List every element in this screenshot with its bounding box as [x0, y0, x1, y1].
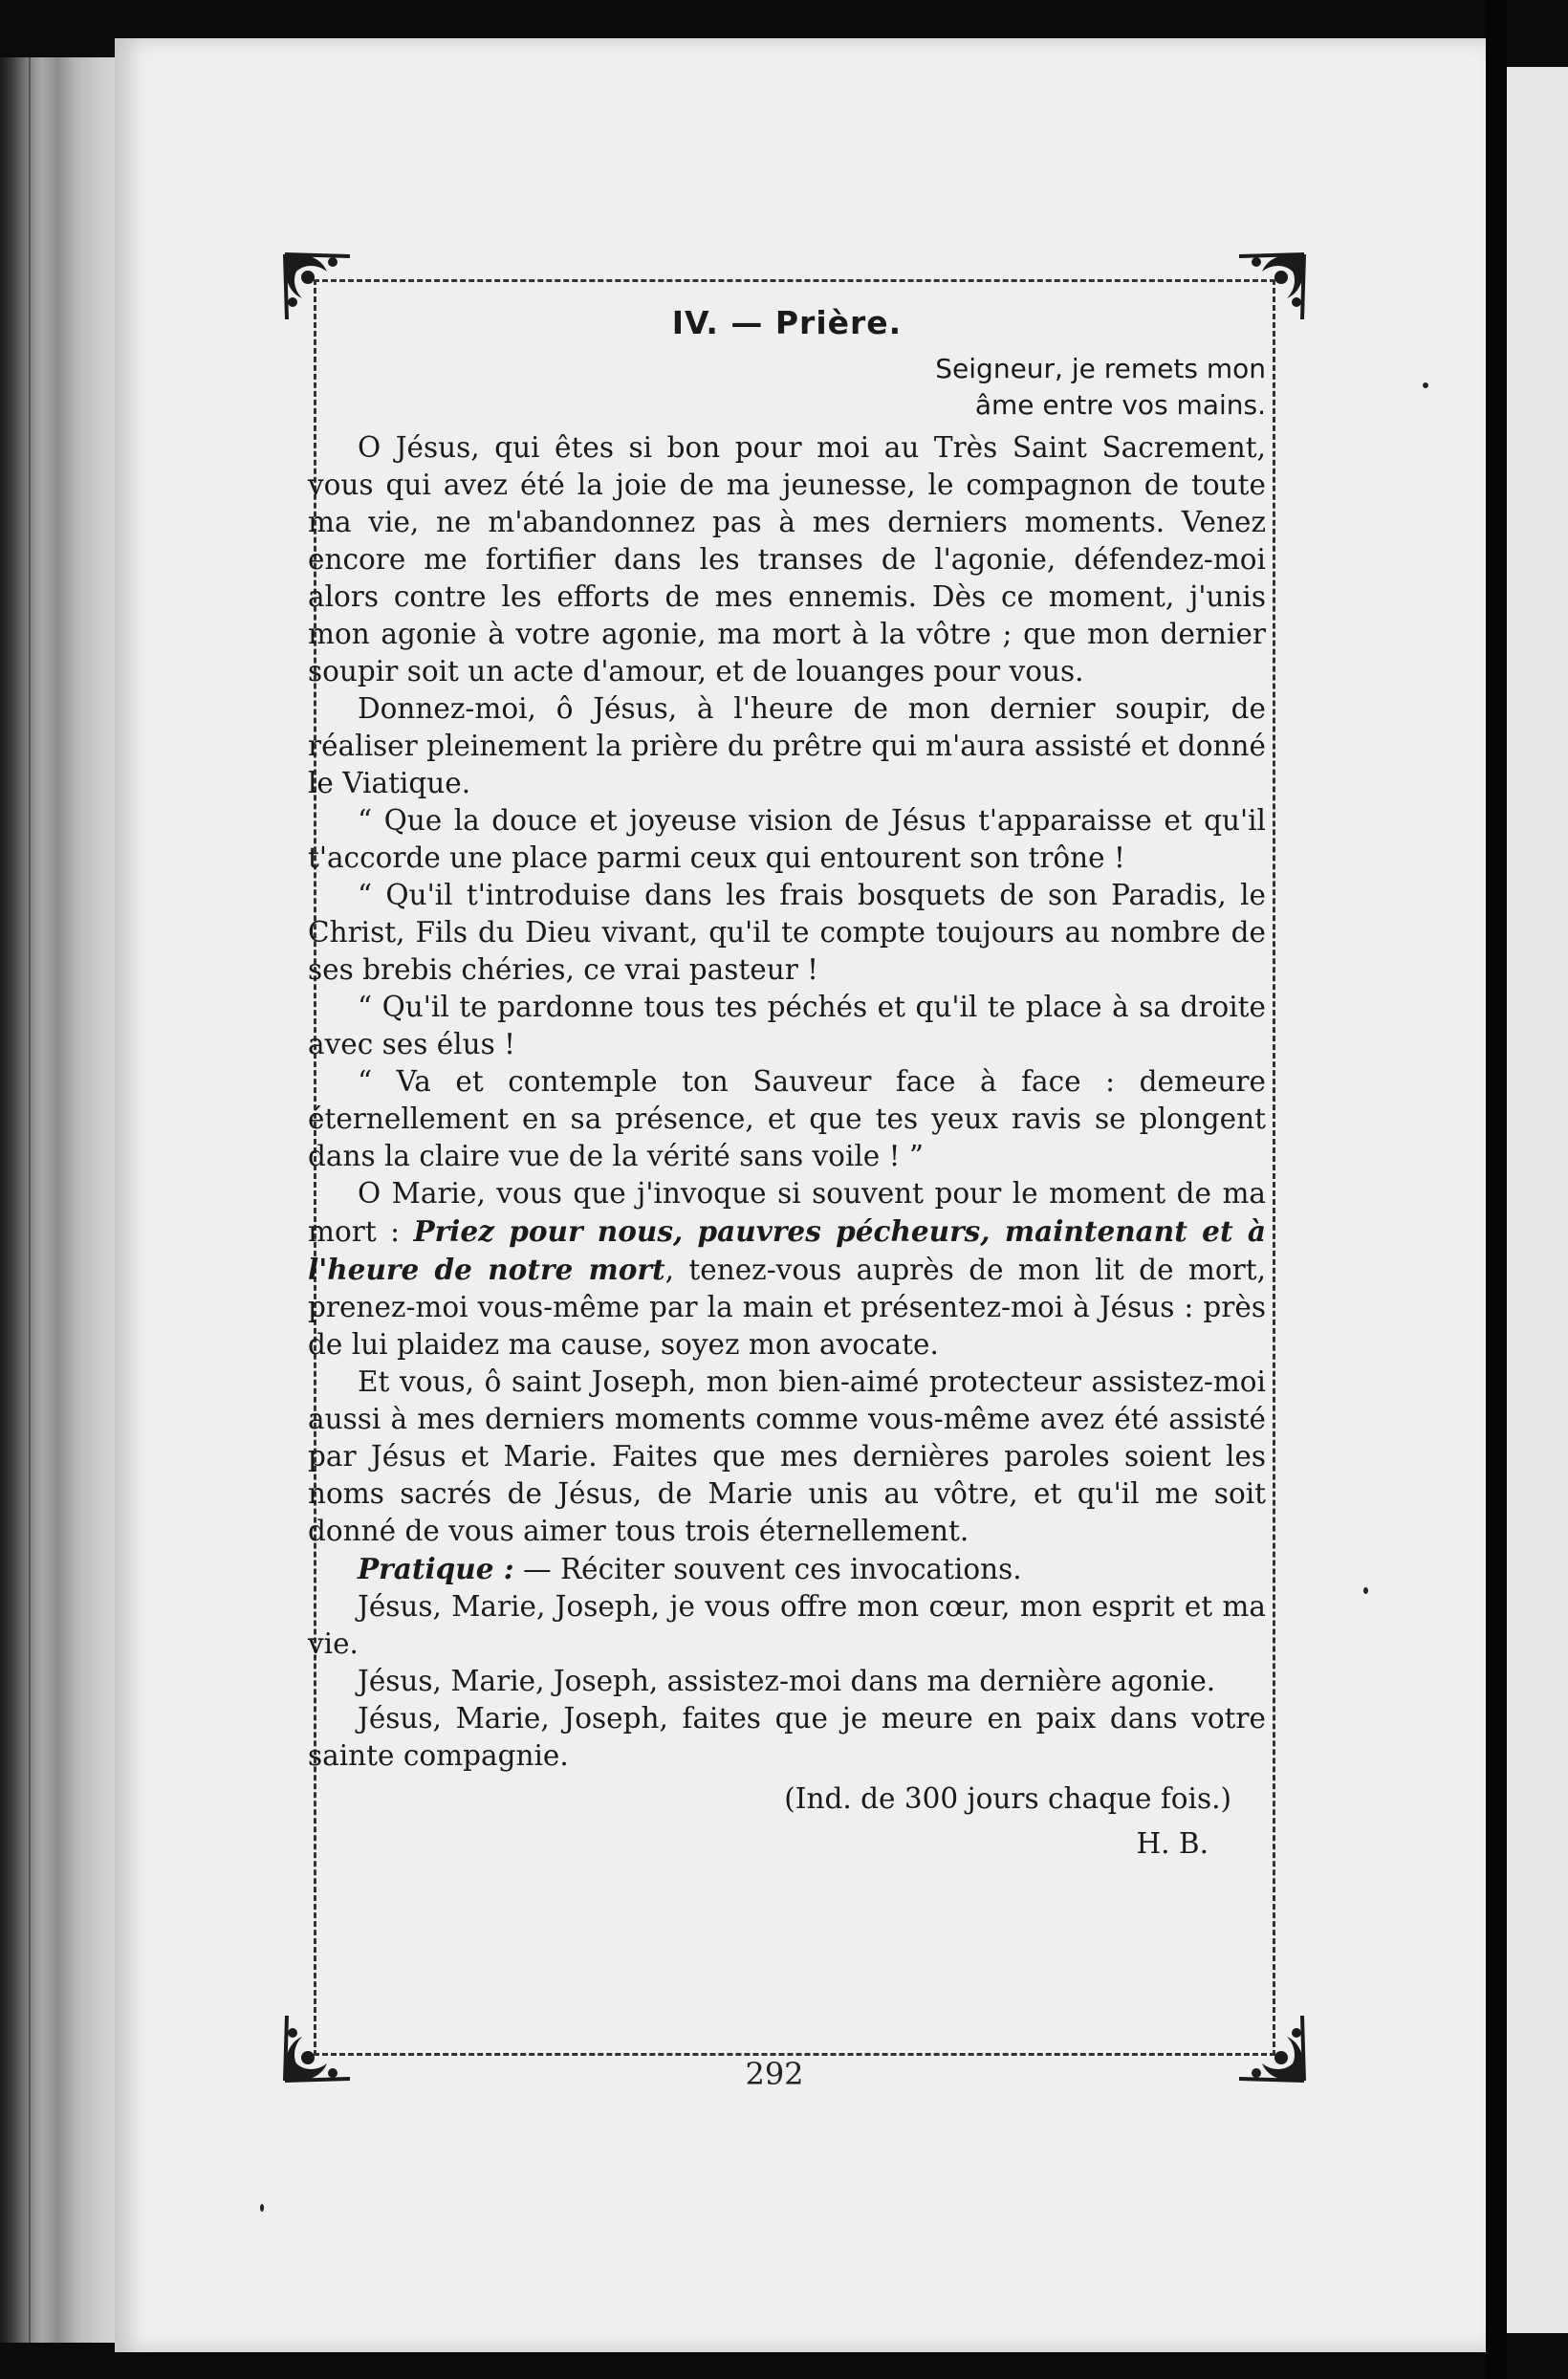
pratique-text: — Réciter souvent ces invocations.	[513, 1553, 1022, 1585]
paragraph-1: O Jésus, qui êtes si bon pour moi au Très Saint Sacrement, vous qui avez été la joie de ma jeunesse, le compagnon de toute ma vie, ne m'abandonnez pas à mes derniers moments. Venez encore me fortifier dans les transes de l'agonie, défendez-moi alors contre les efforts de mes ennemis. Dès ce moment, j'unis mon agonie à votre agonie, ma mort à la vôtre ; que mon dernier soupir soit un acte d'amour, et de louanges pour vous.	[308, 431, 1266, 688]
paragraph-7-end: , tenez-vous auprès de mon lit de mort, prenez-moi vous-même par la main et présentez-moi à Jésus : près de lui plaidez ma cause, soyez mon avocate.	[308, 1254, 1266, 1361]
ave-maria-emphasis: Priez pour nous, pauvres pécheurs, maintenant et à l'heure de notre mort	[308, 1214, 1266, 1286]
epigraph-line-1: Seigneur, je remets mon	[935, 353, 1266, 384]
corner-ornament-bottom-right	[1233, 2010, 1310, 2086]
paragraph-6: “ Va et contemple ton Sauveur face à face : demeure éternellement en sa présence, et que tes yeux ravis se plongent dans la claire vue de la vérité sans voile ! ”	[308, 1065, 1266, 1172]
pratique-label: Pratique :	[358, 1552, 514, 1585]
paragraph-9	[308, 1550, 1266, 1588]
paragraph-3: “ Que la douce et joyeuse vision de Jésus t'apparaisse et qu'il t'accorde une place parmi ceux qui entourent son trône !	[308, 804, 1266, 874]
paragraph-11: Jésus, Marie, Joseph, assistez-moi dans ma dernière agonie.	[358, 1665, 1216, 1697]
epigraph	[308, 351, 1266, 424]
indulgence-note: (Ind. de 300 jours chaque fois.)	[784, 1782, 1231, 1815]
paragraph-7-start: O Marie, vous que j'invoque si souvent pour le moment de ma mort :	[308, 1177, 1266, 1248]
prayer-text	[308, 304, 1266, 1863]
epigraph-line-2: âme entre vos mains.	[974, 389, 1266, 421]
page-number: 292	[745, 2056, 804, 2092]
book-spine-line	[29, 57, 31, 2343]
paper-speck	[1423, 382, 1428, 388]
next-page-sliver	[1507, 67, 1568, 2333]
paragraph-7	[308, 1175, 1266, 1364]
paragraph-5: “ Qu'il te pardonne tous tes péchés et qu'il te place à sa droite avec ses élus !	[308, 991, 1266, 1060]
section-heading: IV. — Prière.	[671, 304, 903, 341]
paper-speck	[1363, 1587, 1368, 1594]
paragraph-12: Jésus, Marie, Joseph, faites que je meure en paix dans votre sainte compagnie.	[308, 1702, 1266, 1772]
book-page-edges	[0, 57, 117, 2343]
paragraph-4: “ Qu'il t'introduise dans les frais bosquets de son Paradis, le Christ, Fils du Dieu vivant, qu'il te compte toujours au nombre de ses brebis chéries, ce vrai pasteur !	[308, 879, 1266, 986]
corner-ornament-bottom-left	[279, 2010, 356, 2086]
paragraph-10: Jésus, Marie, Joseph, je vous offre mon cœur, mon esprit et ma vie.	[308, 1590, 1266, 1660]
paragraph-8: Et vous, ô saint Joseph, mon bien-aimé protecteur assistez-moi aussi à mes derniers moments comme vous-même avez été assisté par Jésus et Marie. Faites que mes dernières paroles soient les noms sacrés de Jésus, de Marie unis au vôtre, et qu'il me soit donné de vous aimer tous trois éternellement.	[308, 1365, 1266, 1547]
paper-speck	[260, 2204, 264, 2212]
page-gutter	[1486, 0, 1507, 2379]
author-initials: H. B.	[1136, 1827, 1209, 1860]
paragraph-2: Donnez-moi, ô Jésus, à l'heure de mon dernier soupir, de réaliser pleinement la prière du prêtre qui m'aura assisté et donné le Viatique.	[308, 692, 1266, 799]
